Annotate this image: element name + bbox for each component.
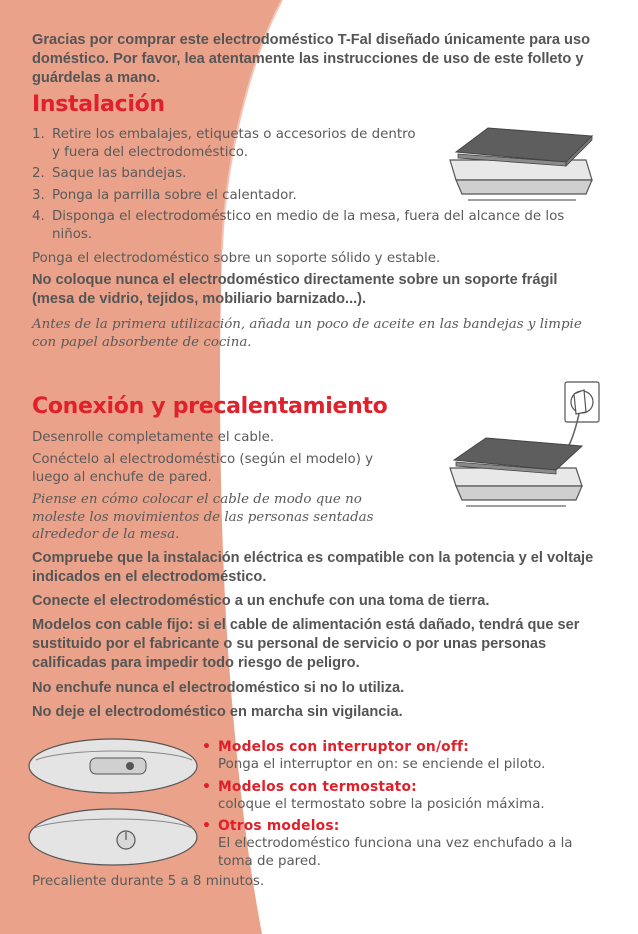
intro-text: Gracias por comprar este electrodoméstico T-Fal diseñado únicamente para uso doméstico. Por favor, lea atentamente las instrucciones de uso de este folleto y guárdelas a mano. xyxy=(32,32,590,86)
grill-illustration xyxy=(446,116,596,206)
electrical-compat-text: Compruebe que la instalación eléctrica es compatible con la potencia y el voltaje indicados en el electrodoméstico. xyxy=(32,550,594,585)
supervision-warning: No deje el electrodoméstico en marcha sin vigilancia. xyxy=(32,704,403,720)
model-item xyxy=(202,778,622,814)
installation-title: Instalación xyxy=(32,92,165,117)
model-heading: Otros modelos: xyxy=(218,818,340,834)
step-text: Ponga la parrilla sobre el calentador. xyxy=(52,187,297,203)
model-description: Ponga el interruptor en on: se enciende el piloto. xyxy=(218,757,546,772)
first-use-note: Antes de la primera utilización, añada un poco de aceite en las bandejas y limpie con papel absorbente de cocina. xyxy=(32,317,582,350)
model-description: coloque el termostato sobre la posición máxima. xyxy=(218,796,545,812)
step-number: 1. xyxy=(32,127,45,142)
grill-with-plug-illustration xyxy=(440,376,610,516)
step-number: 4. xyxy=(32,209,45,224)
support-text: Ponga el electrodoméstico sobre un soporte sólido y estable. xyxy=(32,251,441,266)
connect-text: Conéctelo al electrodoméstico (según el modelo) y luego al enchufe de pared. xyxy=(32,452,374,485)
fragile-warning: No coloque nunca el electrodoméstico directamente sobre un soporte frágil (mesa de vidrio, tejidos, mobiliario barnizado...). xyxy=(32,272,558,307)
bullet: • xyxy=(202,739,211,755)
step-text: Disponga el electrodoméstico en medio de la mesa, fuera del alcance de los niños. xyxy=(52,209,565,242)
model-heading: Modelos con interruptor on/off: xyxy=(218,739,469,755)
model-item xyxy=(202,817,598,870)
model-item xyxy=(202,738,622,774)
bullet: • xyxy=(202,778,211,795)
model-heading: Modelos con termostato: xyxy=(218,778,417,795)
switch-closeup-illustration xyxy=(26,736,201,796)
step-number: 3. xyxy=(32,187,45,203)
cable-note: Piense en cómo colocar el cable de modo que no moleste los movimientos de las personas sentadas alrededor de la mesa. xyxy=(32,492,374,542)
fixed-cable-text: Modelos con cable fijo: si el cable de alimentación está dañado, tendrá que ser sustituido por el fabricante o su personal de servicio o por unas personas calificadas para impedir todo riesgo de peligro. xyxy=(32,617,580,671)
step-text: Retire los embalajes, etiquetas o accesorios de dentro y fuera del electrodoméstico. xyxy=(52,127,416,160)
step-item xyxy=(32,208,592,243)
unplug-warning: No enchufe nunca el electrodoméstico si no lo utiliza. xyxy=(32,680,405,696)
model-description: El electrodoméstico funciona una vez enchufado a la toma de pared. xyxy=(218,836,573,869)
unroll-cable-text: Desenrolle completamente el cable. xyxy=(32,430,275,445)
earthed-socket-text: Conecte el electrodoméstico a un enchufe con una toma de tierra. xyxy=(32,593,490,609)
step-number: 2. xyxy=(32,166,45,181)
thermostat-closeup-illustration xyxy=(26,806,201,868)
models-list xyxy=(202,738,622,874)
step-item xyxy=(32,126,424,161)
preheat-text: Precaliente durante 5 a 8 minutos. xyxy=(32,874,265,889)
step-text: Saque las bandejas. xyxy=(52,166,187,181)
connection-title: Conexión y precalentamiento xyxy=(32,394,388,419)
bullet: • xyxy=(202,818,211,834)
